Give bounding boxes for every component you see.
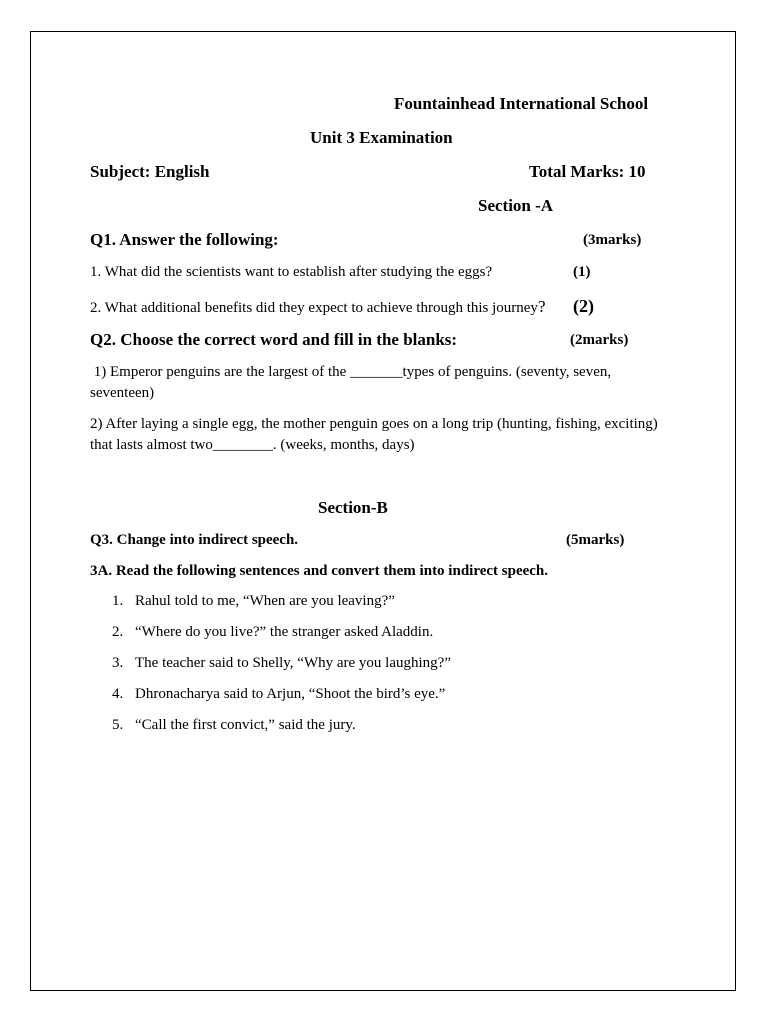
q2-marks: (2marks) [570,332,629,348]
q1-item-2-qmark: ? [537,297,546,316]
q3-item-4-num: 4. [112,686,124,702]
q2-item-2: 2) After laying a single egg, the mother penguin goes on a long trip (hunting, fishing, exciting) that lasts almost two________. (weeks, months, days) [90,416,658,453]
q1-item-2-marks: (2) [573,296,594,316]
q1-item-1-marks: (1) [573,264,591,280]
q1-marks: (3marks) [583,232,642,248]
q3-item-3-num: 3. [112,655,124,671]
q3-instruction: 3A. Read the following sentences and convert them into indirect speech. [90,563,549,579]
q2-title: Q2. Choose the correct word and fill in the blanks: [90,330,458,349]
q1-label: Q1. [90,230,116,249]
exam-title: Unit 3 Examination [310,128,453,147]
q3-marks: (5marks) [566,532,625,548]
section-a-title: Section -A [478,196,554,215]
q3-item-5: “Call the first convict,” said the jury. [135,717,356,733]
q1-item-2 [90,297,545,317]
q1-item-1: 1. What did the scientists want to establish after studying the eggs? [90,264,493,280]
q1-heading [90,230,279,250]
subject-label: Subject: English [90,162,210,181]
q1-title: Answer the following: [119,230,279,249]
q3-item-2: “Where do you live?” the stranger asked Aladdin. [135,624,434,640]
q3-item-5-num: 5. [112,717,124,733]
school-name: Fountainhead International School [394,94,649,113]
q1-item-2-text: 2. What additional benefits did they expect to achieve through this journey [90,300,538,316]
total-marks: Total Marks: 10 [529,162,646,181]
q3-item-4: Dhronacharya said to Arjun, “Shoot the bird’s eye.” [135,686,446,702]
q3-item-3: The teacher said to Shelly, “Why are you laughing?” [135,655,451,671]
section-b-title: Section-B [318,498,388,517]
q3-item-1: Rahul told to me, “When are you leaving?” [135,593,395,609]
q3-title: Q3. Change into indirect speech. [90,532,299,548]
q3-item-1-num: 1. [112,593,124,609]
q3-item-2-num: 2. [112,624,124,640]
q2-item-1: 1) Emperor penguins are the largest of the _______types of penguins. (seventy, seven, seventeen) [90,364,615,401]
